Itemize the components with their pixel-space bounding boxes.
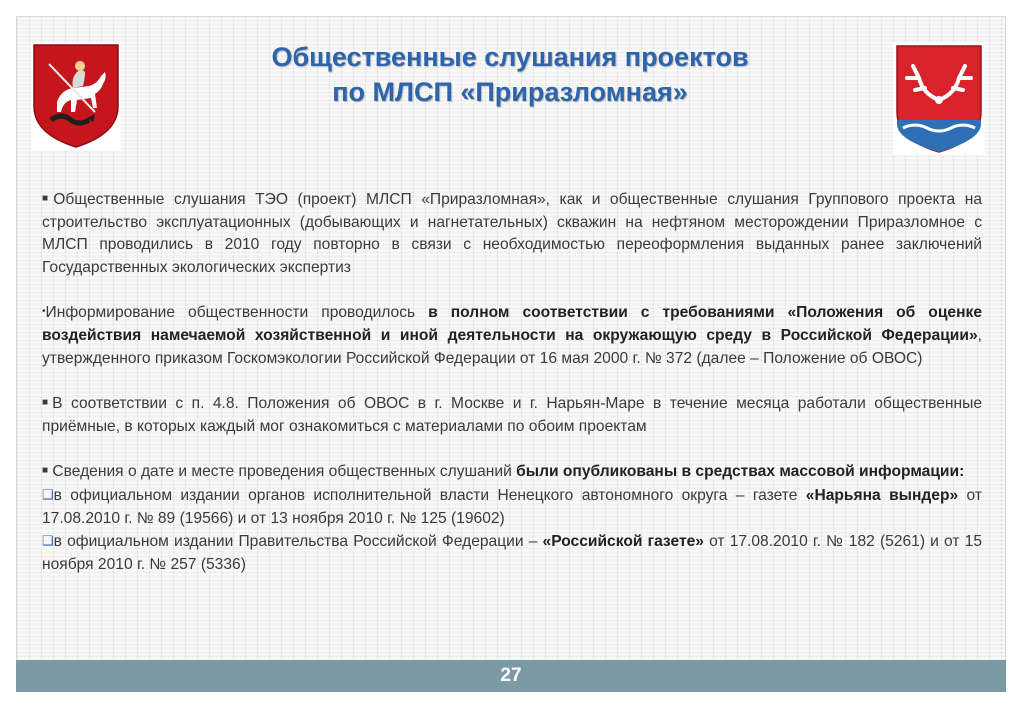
title-line-1: Общественные слушания проектов (271, 42, 749, 72)
paragraph-2 (42, 301, 982, 370)
sub-item-1-text: в официальном издании органов исполнительной власти Ненецкого автономного округа – газете (53, 486, 806, 504)
sub-item-1-tail: от 17.08.2010 г. № 89 (19566) и от 13 ноября 2010 г. № 125 (19602) (42, 486, 982, 527)
slide-content (42, 188, 982, 576)
paragraph-4 (42, 460, 982, 484)
paragraph-2-text: Информирование общественности проводилось (45, 304, 429, 322)
bullet-dot-icon: • (42, 306, 46, 318)
sub-item-1 (42, 484, 982, 530)
sub-item-1-bold: «Нарьяна вындер» (805, 486, 959, 504)
paragraph-3-text: В соответствии с п. 4.8. Положения об ОВОС в г. Москве и г. Нарьян-Маре в течение месяца работали общественные приёмные, в которых каждый мог ознакомиться с материалами по обоим проектам (42, 395, 982, 435)
bullet-square-icon: ■ (42, 397, 53, 409)
bullet-square-icon: ■ (42, 193, 54, 204)
sub-item-2 (42, 530, 982, 576)
sub-item-2-text: в официальном издании Правительства Российской Федерации – (53, 533, 543, 551)
sub-item-2-bold: «Российской газете» (542, 533, 704, 551)
moscow-coat-of-arms-icon (31, 42, 121, 150)
checkbox-bullet-icon: ❑ (42, 486, 54, 502)
paragraph-4-bold: были опубликованы в средствах массовой информации: (516, 463, 965, 481)
paragraph-4-text: Сведения о дате и месте проведения общественных слушаний (48, 463, 517, 481)
title-line-2: по МЛСП «Приразломная» (332, 77, 688, 107)
paragraph-2-tail: , утвержденного приказом Госкомэкологии Российской Федерации от 16 мая 2000 г. № 372 (далее – Положение об ОВОС) (42, 326, 982, 367)
paragraph-1 (42, 188, 982, 279)
footer-bar (16, 660, 1006, 692)
page-number: 27 (500, 665, 522, 686)
paragraph-2-bold: в полном соответствии с требованиями «Положения об оценке воздействия намечаемой хозяйственной и иной деятельности на окружающую среду в Российской Федерации» (42, 304, 982, 344)
sub-item-2-tail: от 17.08.2010 г. № 182 (5261) и от 15 ноября 2010 г. № 257 (5336) (42, 533, 982, 573)
paragraph-1-text: Общественные слушания ТЭО (проект) МЛСП «Приразломная», как и общественные слушания Группового проекта на строительство эксплуатационных (добывающих и нагнетательных) скважин на нефтяном месторождении Приразломное с МЛСП проводились в 2010 году повторно в связи с необходимостью переоформления выданных ранее заключений Государственных экологических экспертиз (42, 191, 982, 276)
checkbox-bullet-icon: ❑ (42, 533, 54, 549)
paragraph-3 (42, 392, 982, 438)
naryan-mar-coat-of-arms-icon (893, 42, 985, 154)
page-title (160, 40, 860, 110)
bullet-square-icon: ■ (42, 465, 49, 477)
